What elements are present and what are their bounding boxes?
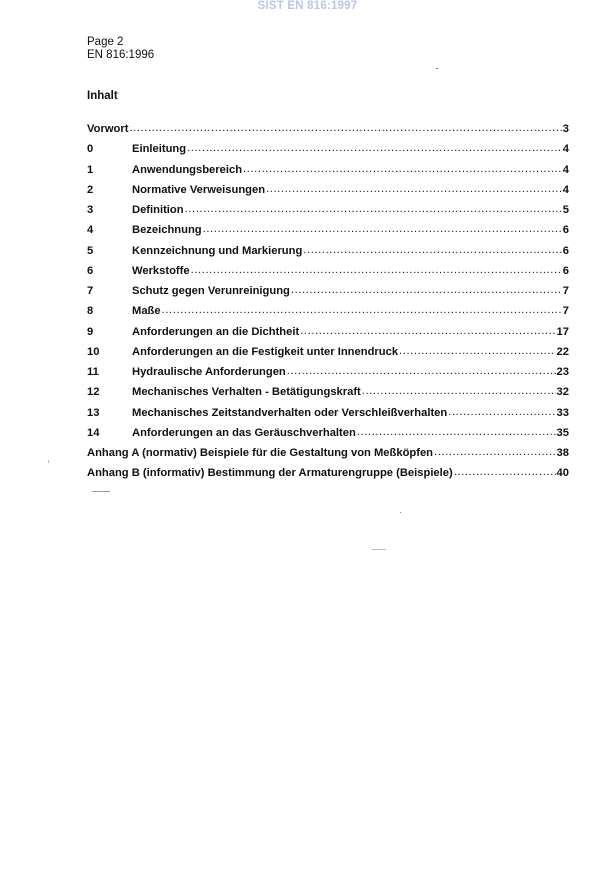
toc-dot-leader bbox=[357, 426, 556, 438]
toc-entry-title: Anforderungen an das Geräuschverhalten bbox=[132, 426, 356, 439]
toc-entry[interactable] bbox=[87, 326, 569, 346]
toc-dot-leader bbox=[266, 183, 562, 195]
toc-entry-number: 0 bbox=[87, 143, 94, 156]
toc-entry-page: 38 bbox=[556, 447, 569, 459]
toc-entry[interactable] bbox=[87, 305, 569, 325]
table-of-contents bbox=[87, 123, 569, 488]
toc-entry-page: 4 bbox=[562, 183, 569, 196]
toc-entry-title: Anwendungsbereich bbox=[132, 163, 243, 176]
toc-entry[interactable] bbox=[87, 407, 569, 427]
toc-entry-title: Definition bbox=[132, 204, 184, 216]
toc-entry-page: 7 bbox=[562, 285, 569, 297]
toc-entry[interactable] bbox=[87, 224, 569, 244]
scan-speck bbox=[400, 512, 401, 513]
toc-entry[interactable] bbox=[87, 366, 569, 386]
toc-entry-title: Mechanisches Verhalten - Betätigungskraft bbox=[132, 386, 361, 399]
scan-speck bbox=[48, 460, 49, 463]
toc-entry-number: 8 bbox=[87, 305, 94, 318]
toc-entry[interactable] bbox=[87, 123, 569, 143]
standard-number: EN 816:1996 bbox=[87, 49, 155, 61]
toc-entry-page: 4 bbox=[562, 143, 569, 156]
toc-entry-page: 35 bbox=[556, 426, 569, 439]
toc-entry[interactable] bbox=[87, 467, 569, 487]
toc-entry-number: 9 bbox=[87, 325, 94, 338]
toc-dot-leader bbox=[362, 385, 556, 397]
toc-entry-page: 6 bbox=[562, 264, 569, 277]
toc-dot-leader bbox=[187, 142, 562, 154]
watermark: SIST EN 816:1997 bbox=[257, 0, 358, 12]
toc-entry-title: Maße bbox=[132, 305, 161, 318]
scan-speck bbox=[92, 491, 110, 492]
toc-entry-page: 5 bbox=[562, 204, 569, 216]
toc-entry-page: 33 bbox=[556, 406, 569, 419]
toc-entry-page: 32 bbox=[556, 386, 569, 399]
toc-entry-page: 17 bbox=[556, 325, 569, 338]
scan-speck bbox=[372, 549, 386, 550]
toc-entry-title: Mechanisches Zeitstandverhalten oder Verschleißverhalten bbox=[132, 406, 448, 419]
toc-entry[interactable] bbox=[87, 346, 569, 366]
toc-entry-number: 1 bbox=[87, 163, 94, 176]
toc-heading: Inhalt bbox=[87, 90, 118, 102]
toc-entry[interactable] bbox=[87, 184, 569, 204]
toc-entry-title: Werkstoffe bbox=[132, 264, 190, 277]
toc-entry-title: Anhang B (informativ) Bestimmung der Armaturengruppe (Beispiele) bbox=[87, 467, 453, 480]
toc-entry[interactable] bbox=[87, 386, 569, 406]
toc-entry-title: Anhang A (normativ) Beispiele für die Gestaltung von Meßköpfen bbox=[87, 447, 434, 459]
toc-dot-leader bbox=[203, 223, 562, 235]
toc-entry-number: 13 bbox=[87, 406, 100, 419]
toc-entry-page: 6 bbox=[562, 244, 569, 257]
toc-dot-leader bbox=[191, 264, 562, 276]
toc-entry-number: 7 bbox=[87, 285, 94, 297]
toc-entry[interactable] bbox=[87, 265, 569, 285]
toc-entry[interactable] bbox=[87, 204, 569, 224]
toc-entry-title: Anforderungen an die Dichtheit bbox=[132, 325, 300, 338]
toc-entry[interactable] bbox=[87, 285, 569, 305]
toc-entry-number: 5 bbox=[87, 244, 94, 257]
toc-entry[interactable] bbox=[87, 164, 569, 184]
toc-entry-page: 22 bbox=[556, 345, 569, 358]
toc-entry-page: 23 bbox=[556, 366, 569, 378]
toc-dot-leader bbox=[399, 345, 556, 357]
toc-entry-title: Vorwort bbox=[87, 123, 129, 135]
toc-entry-number: 10 bbox=[87, 345, 100, 358]
toc-dot-leader bbox=[448, 406, 555, 418]
toc-dot-leader bbox=[300, 325, 555, 337]
toc-dot-leader bbox=[185, 203, 562, 215]
toc-dot-leader bbox=[243, 163, 562, 175]
toc-dot-leader bbox=[434, 446, 556, 458]
toc-entry-title: Schutz gegen Verunreinigung bbox=[132, 285, 290, 297]
toc-entry-title: Kennzeichnung und Markierung bbox=[132, 244, 303, 257]
toc-entry[interactable] bbox=[87, 245, 569, 265]
toc-entry-number: 2 bbox=[87, 183, 94, 196]
toc-entry[interactable] bbox=[87, 143, 569, 163]
toc-entry-number: 12 bbox=[87, 386, 100, 399]
toc-entry-number: 11 bbox=[87, 366, 99, 378]
toc-entry-page: 4 bbox=[562, 163, 569, 176]
scan-speck bbox=[436, 68, 438, 69]
toc-entry-number: 14 bbox=[87, 426, 100, 439]
toc-entry[interactable] bbox=[87, 447, 569, 467]
toc-entry-number: 6 bbox=[87, 264, 94, 277]
page-number: Page 2 bbox=[87, 36, 124, 48]
toc-entry-title: Bezeichnung bbox=[132, 224, 202, 237]
toc-entry-page: 40 bbox=[556, 467, 569, 480]
toc-dot-leader bbox=[287, 365, 556, 377]
toc-entry-title: Anforderungen an die Festigkeit unter Innendruck bbox=[132, 345, 399, 358]
toc-dot-leader bbox=[129, 122, 561, 134]
toc-dot-leader bbox=[303, 244, 561, 256]
toc-entry-page: 3 bbox=[562, 123, 569, 135]
toc-dot-leader bbox=[454, 466, 556, 478]
toc-dot-leader bbox=[291, 284, 562, 296]
toc-dot-leader bbox=[162, 304, 562, 316]
toc-entry-number: 3 bbox=[87, 204, 94, 216]
toc-entry-number: 4 bbox=[87, 224, 94, 237]
toc-entry-title: Normative Verweisungen bbox=[132, 183, 266, 196]
toc-entry[interactable] bbox=[87, 427, 569, 447]
toc-entry-title: Hydraulische Anforderungen bbox=[132, 366, 286, 378]
toc-entry-page: 6 bbox=[562, 224, 569, 237]
toc-entry-page: 7 bbox=[562, 305, 569, 318]
toc-entry-title: Einleitung bbox=[132, 143, 187, 156]
